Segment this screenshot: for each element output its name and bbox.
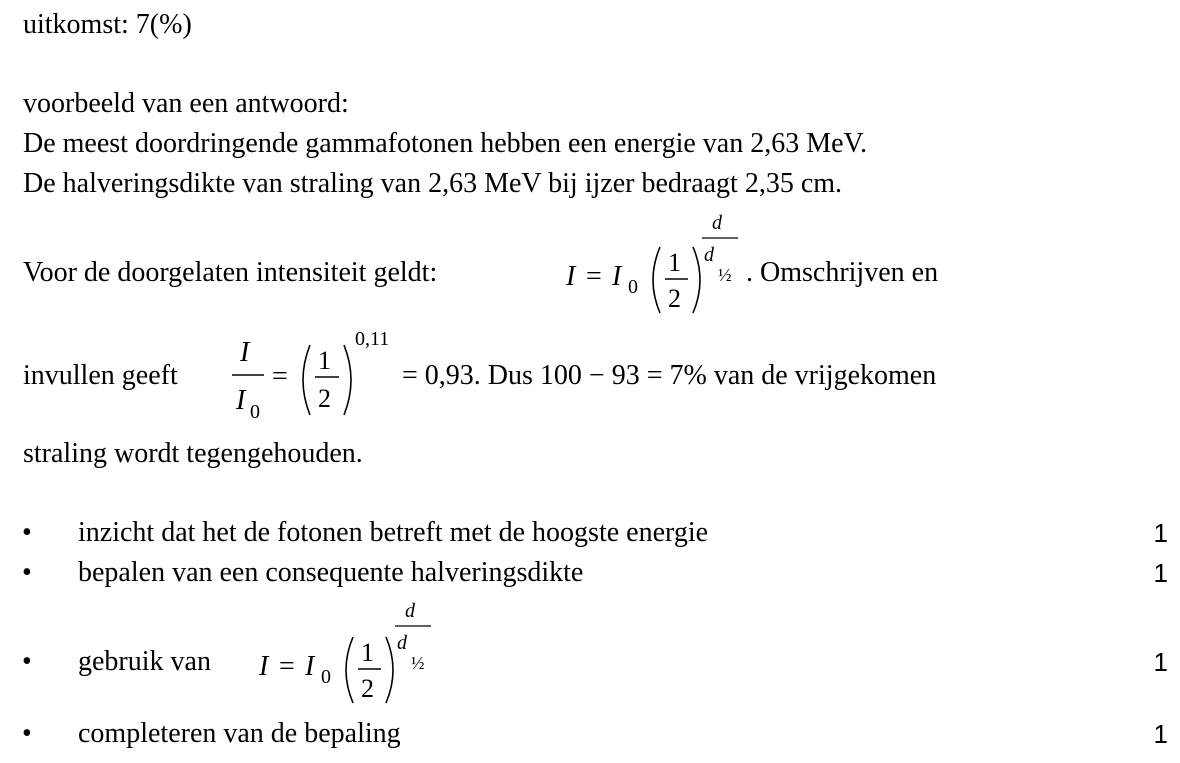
- line-5-suffix: van de vrijgekomen: [713, 360, 937, 391]
- right-paren: [693, 247, 700, 313]
- ratio-one: 1: [318, 346, 331, 375]
- bullet-dot: •: [22, 718, 32, 749]
- paragraph-1: De meest doordringende gammafotonen hebben een energie van 2,63 MeV.: [23, 128, 868, 159]
- formula-I: I: [566, 261, 576, 292]
- exp-d-denom: d: [397, 632, 407, 654]
- formula-I0: I: [612, 261, 622, 292]
- formula-two: 2: [361, 674, 374, 703]
- ratio-exponent: 0,11: [355, 328, 390, 350]
- bullet-formula: [255, 597, 440, 712]
- bullet-row: [0, 645, 1180, 679]
- ratio-right-paren: [344, 345, 351, 415]
- ratio-sub0: 0: [250, 401, 260, 423]
- ratio-formula: [228, 325, 413, 425]
- ratio-two: 2: [318, 384, 331, 413]
- example-heading: voorbeeld van een antwoord:: [23, 88, 349, 119]
- formula-I: I: [259, 651, 269, 682]
- ratio-eq: =: [272, 361, 288, 392]
- bullet-row: [0, 516, 1180, 550]
- bullet-dot: •: [22, 646, 32, 677]
- dus-text: . Dus: [473, 360, 533, 391]
- exp-half: ½: [411, 653, 425, 673]
- paragraph-2: De halveringsdikte van straling van 2,63 MeV bij ijzer bedraagt 2,35 cm.: [23, 168, 843, 199]
- bullet-dot: •: [22, 557, 32, 588]
- intensity-formula: [562, 205, 747, 320]
- score: 1: [1153, 647, 1168, 677]
- result-line: uitkomst: 7(%): [23, 9, 192, 40]
- score: 1: [1153, 518, 1168, 548]
- exp-half: ½: [718, 265, 732, 285]
- formula-two: 2: [668, 284, 681, 313]
- exp-d: d: [712, 212, 722, 234]
- ratio-I0: I: [236, 385, 246, 416]
- bullet-text: completeren van de bepaling: [78, 718, 401, 749]
- ratio-I: I: [240, 337, 250, 368]
- left-paren: [653, 247, 660, 313]
- formula-sub0: 0: [321, 666, 331, 688]
- bullet-row: [0, 717, 1180, 751]
- formula-eq: =: [279, 651, 295, 682]
- line-5-rest: [402, 359, 936, 393]
- ratio-result: = 0,93: [402, 360, 474, 391]
- line-6: straling wordt tegengehouden.: [23, 438, 363, 469]
- bullet-text: inzicht dat het de fotonen betreft met de hoogste energie: [78, 517, 709, 548]
- line-5-prefix: invullen geeft: [23, 360, 178, 391]
- ratio-left-paren: [303, 345, 310, 415]
- line-4-suffix: . Omschrijven en: [746, 257, 939, 288]
- score: 1: [1153, 719, 1168, 749]
- left-paren: [346, 637, 353, 703]
- line-4-prefix: Voor de doorgelaten intensiteit geldt:: [23, 257, 438, 288]
- formula-one: 1: [668, 248, 681, 277]
- exp-d-denom: d: [704, 244, 714, 266]
- formula-I0: I: [305, 651, 315, 682]
- formula-one: 1: [361, 638, 374, 667]
- bullet-row: [0, 556, 1180, 590]
- formula-eq: =: [586, 261, 602, 292]
- formula-sub0: 0: [628, 276, 638, 298]
- right-paren: [386, 637, 393, 703]
- bullet-text: bepalen van een consequente halveringsdikte: [78, 557, 584, 588]
- calc-text: 100 − 93 = 7%: [539, 360, 707, 391]
- score: 1: [1153, 558, 1168, 588]
- exp-d: d: [405, 600, 415, 622]
- bullet-dot: •: [22, 517, 32, 548]
- bullet-text: gebruik van: [78, 646, 211, 677]
